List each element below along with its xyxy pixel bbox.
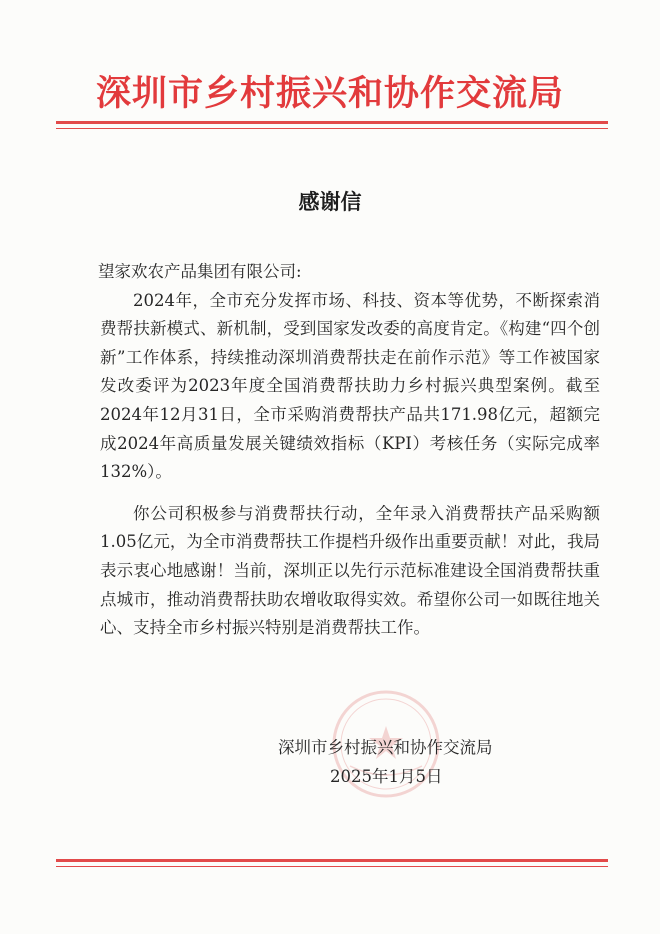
letter-body <box>100 258 600 643</box>
signature-org: 深圳市乡村振兴和协作交流局 <box>278 738 493 757</box>
document-title: 感谢信 <box>298 189 362 214</box>
letterhead-rule-thin <box>56 128 608 129</box>
salutation: 望家欢农产品集团有限公司: <box>98 262 302 281</box>
paragraph-2: 你公司积极参与消费帮扶行动，全年录入消费帮扶产品采购额1.05亿元，为全市消费帮扶工作提档升级作出重要贡献！对此，我局表示衷心地感谢！当前，深圳正以先行示范标准建设全国消费帮扶重点城市，推动消费帮扶助农增收取得实效。希望你公司一如既往地关心、支持全市乡村振兴特别是消费帮扶工作。 <box>100 503 600 638</box>
letterhead-org-name: 深圳市乡村振兴和协作交流局 <box>95 73 564 114</box>
footer-rule-thick <box>56 859 608 862</box>
paragraph-gap <box>100 487 600 500</box>
signature-block <box>278 733 558 791</box>
letterhead-rule-thick <box>56 121 608 124</box>
paragraph-1: 2024年，全市充分发挥市场、科技、资本等优势，不断探索消费帮扶新模式、新机制，受到国家发改委的高度肯定。《构建“四个创新”工作体系，持续推动深圳消费帮扶走在前作示范》等工作被国家发改委评为2023年度全国消费帮扶助力乡村振兴典型案例。截至2024年12月31日，全市采购消费帮扶产品共171.98亿元，超额完成2024年高质量发展关键绩效指标（KPI）考核任务（实际完成率132%）。 <box>100 290 600 482</box>
footer-rule-thin <box>56 866 608 867</box>
signature-date: 2025年1月5日 <box>330 767 443 786</box>
